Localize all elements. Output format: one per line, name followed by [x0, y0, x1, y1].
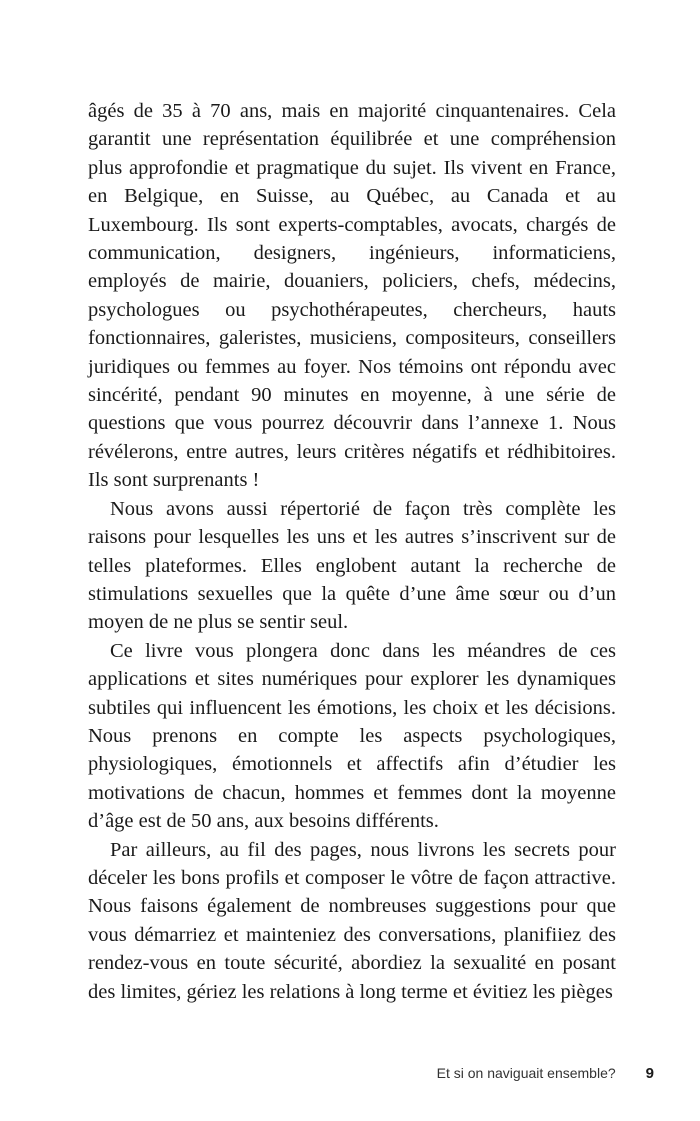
- page-footer: [437, 1064, 654, 1083]
- paragraph-continuation: âgés de 35 à 70 ans, mais en majorité cinquantenaires. Cela garantit une représentation équilibrée et une compréhension plus approfondie et pragmatique du sujet. Ils vivent en France, en Belgique, en Suisse, au Québec, au Canada et au Luxembourg. Ils sont experts-comptables, avocats, chargés de communication, designers, ingénieurs, informaticiens, employés de mairie, douaniers, policiers, chefs, médecins, psychologues ou psychothérapeutes, chercheurs, hauts fonctionnaires, galeristes, musiciens, compositeurs, conseillers juridiques ou femmes au foyer. Nos témoins ont répondu avec sincérité, pendant 90 minutes en moyenne, à une série de questions que vous pourrez découvrir dans l’annexe 1. Nous révélerons, entre autres, leurs critères négatifs et rédhibitoires. Ils sont surprenants !: [88, 100, 616, 492]
- page-number: 9: [645, 1065, 654, 1082]
- body-text: [88, 97, 616, 1006]
- paragraph: Par ailleurs, au fil des pages, nous livrons les secrets pour déceler les bons profils et composer le vôtre de façon attractive. Nous faisons également de nombreuses suggestions pour que vous démarriez et mainteniez des conversations, planifiiez des rendez-vous en toute sécurité, abordiez la sexualité en posant des limites, gériez les relations à long terme et évitiez les pièges: [88, 838, 616, 1003]
- paragraph: Ce livre vous plongera donc dans les méandres de ces applications et sites numériques pour explorer les dynamiques subtiles qui influencent les émotions, les choix et les décisions. Nous prenons en compte les aspects psychologiques, physiologiques, émotionnels et affectifs afin d’étudier les motivations de chacun, hommes et femmes dont la moyenne d’âge est de 50 ans, aux besoins différents.: [88, 639, 616, 833]
- paragraph: Nous avons aussi répertorié de façon très complète les raisons pour lesquelles les uns et les autres s’inscrivent sur de telles plateformes. Elles englobent autant la recherche de stimulations sexuelles que la quête d’une âme sœur ou d’un moyen de ne plus se sentir seul.: [88, 497, 616, 634]
- running-title: Et si on naviguait ensemble?: [436, 1065, 616, 1081]
